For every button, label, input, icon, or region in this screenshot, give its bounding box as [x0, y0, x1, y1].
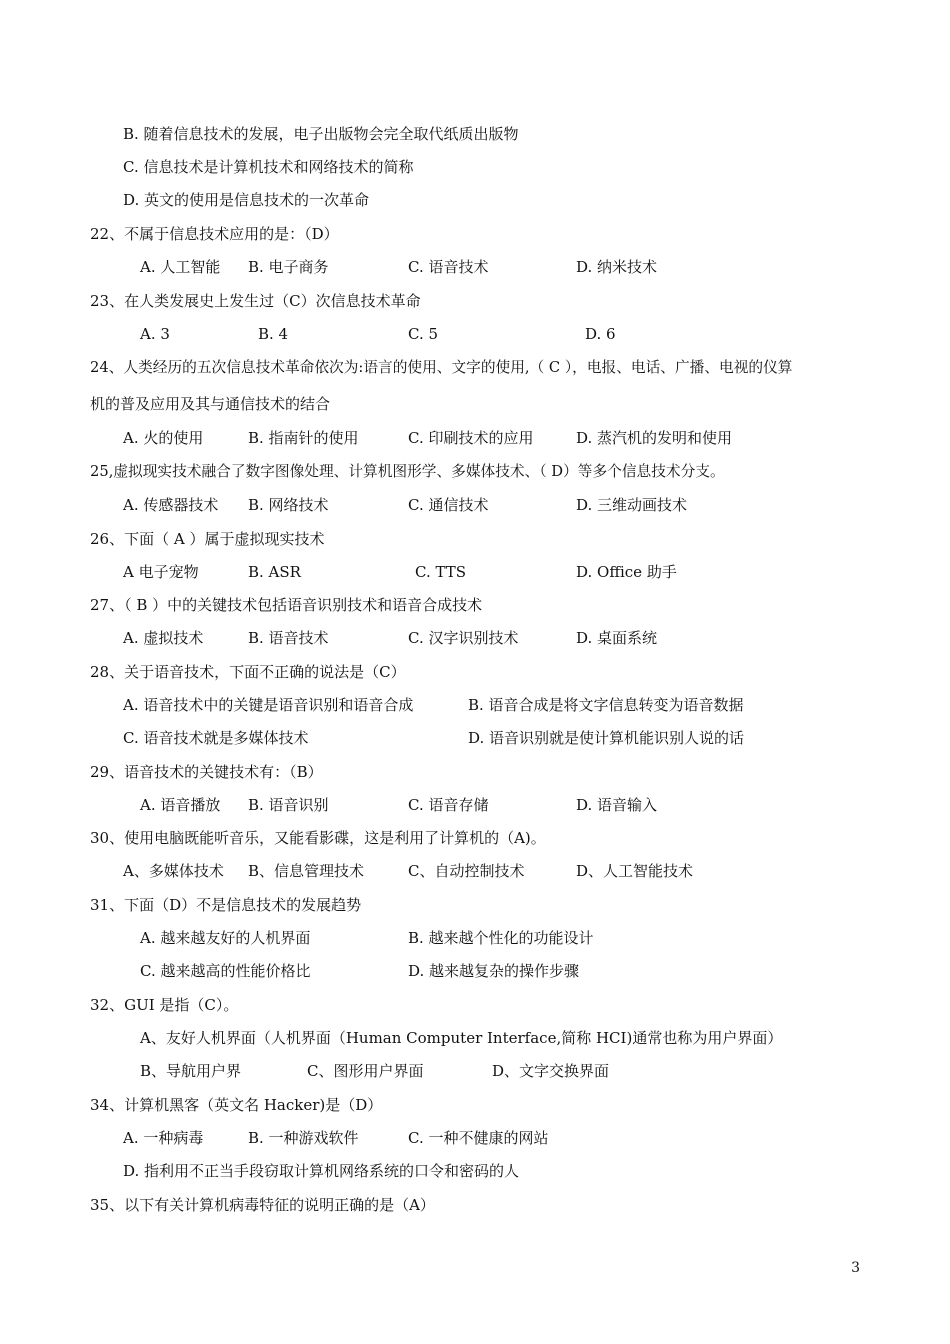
- answer-option: A、多媒体技术: [123, 862, 224, 880]
- answer-option: C、图形用户界面: [307, 1062, 424, 1080]
- line-text: 30、使用电脑既能听音乐，又能看影碟，这是利用了计算机的（A)。: [90, 829, 546, 847]
- answer-option: D、文字交换界面: [492, 1062, 610, 1080]
- line-text: 26、下面（ A ）属于虚拟现实技术: [90, 530, 325, 548]
- line-text: 29、语音技术的关键技术有：（B）: [90, 763, 323, 781]
- answer-option: D. 越来越复杂的操作步骤: [408, 962, 580, 980]
- answer-option: B. 电子商务: [248, 258, 329, 276]
- answer-option: A. 一种病毒: [123, 1129, 204, 1147]
- answer-option: B. 指南针的使用: [248, 429, 359, 447]
- line-text: 34、计算机黑客（英文名 Hacker)是（D）: [90, 1096, 383, 1114]
- answer-option: A. 火的使用: [123, 429, 204, 447]
- answer-option: B. 网络技术: [248, 496, 329, 514]
- answer-option: A. 人工智能: [140, 258, 221, 276]
- answer-option: B、导航用户界: [140, 1062, 242, 1080]
- line-text: 23、在人类发展史上发生过（C）次信息技术革命: [90, 292, 421, 310]
- line-text: 35、以下有关计算机病毒特征的说明正确的是（A）: [90, 1196, 435, 1214]
- answer-option: D. 6: [585, 325, 616, 343]
- answer-option: D. 语音输入: [576, 796, 658, 814]
- answer-option: D. 三维动画技术: [576, 496, 688, 514]
- answer-option: D. 桌面系统: [576, 629, 658, 647]
- answer-option: C. 越来越高的性能价格比: [140, 962, 311, 980]
- answer-option: C. 印刷技术的应用: [408, 429, 534, 447]
- answer-option: D. 语音识别就是使计算机能识别人说的话: [468, 729, 745, 747]
- line-text: 25,虚拟现实技术融合了数字图像处理、计算机图形学、多媒体技术、（ D）等多个信息技术分支。: [90, 463, 725, 480]
- answer-option: D. Office 助手: [576, 563, 677, 581]
- answer-option: B. ASR: [248, 563, 301, 581]
- answer-option: A. 虚拟技术: [123, 629, 204, 647]
- line-text: 24、人类经历的五次信息技术革命依次为:语言的使用、文字的使用,（ C ），电报、电话、广播、电视的仪算: [90, 359, 793, 376]
- answer-option: C. TTS: [415, 563, 467, 581]
- answer-option: B. 一种游戏软件: [248, 1129, 359, 1147]
- line-text: 机的普及应用及其与通信技术的结合: [90, 395, 331, 413]
- answer-option: C. 通信技术: [408, 496, 489, 514]
- answer-option: B、信息管理技术: [248, 862, 365, 880]
- answer-option: D. 蒸汽机的发明和使用: [576, 429, 733, 447]
- answer-option: A. 语音播放: [140, 796, 221, 814]
- answer-option: A. 3: [140, 325, 170, 343]
- line-text: B. 随着信息技术的发展，电子出版物会完全取代纸质出版物: [123, 125, 519, 143]
- answer-option: C. 汉字识别技术: [408, 629, 519, 647]
- page-number: 3: [851, 1260, 860, 1276]
- answer-option: B. 越来越个性化的功能设计: [408, 929, 594, 947]
- line-text: C. 信息技术是计算机技术和网络技术的简称: [123, 158, 414, 176]
- line-text: 31、下面（D）不是信息技术的发展趋势: [90, 896, 362, 914]
- answer-option: C. 语音技术就是多媒体技术: [123, 729, 309, 747]
- answer-option: A. 传感器技术: [123, 496, 219, 514]
- line-text: 27、（ B ）中的关键技术包括语音识别技术和语音合成技术: [90, 596, 483, 614]
- answer-option: B. 语音技术: [248, 629, 329, 647]
- line-text: D. 指利用不正当手段窃取计算机网络系统的口令和密码的人: [123, 1162, 520, 1180]
- answer-option: A. 语音技术中的关键是语音识别和语音合成: [123, 696, 414, 714]
- line-text: A、友好人机界面（人机界面（Human Computer Interface,简称 HCI)通常也称为用户界面）: [140, 1029, 783, 1047]
- answer-option: A 电子宠物: [123, 563, 199, 581]
- answer-option: D、人工智能技术: [576, 862, 694, 880]
- answer-option: C. 一种不健康的网站: [408, 1129, 549, 1147]
- line-text: 32、GUI 是指（C）。: [90, 996, 239, 1014]
- answer-option: B. 4: [258, 325, 289, 343]
- answer-option: B. 语音识别: [248, 796, 329, 814]
- line-text: 28、关于语音技术，下面不正确的说法是（C）: [90, 663, 406, 681]
- answer-option: C. 语音技术: [408, 258, 489, 276]
- answer-option: C. 5: [408, 325, 439, 343]
- line-text: 22、不属于信息技术应用的是：（D）: [90, 225, 339, 243]
- answer-option: B. 语音合成是将文字信息转变为语音数据: [468, 696, 744, 714]
- line-text: D. 英文的使用是信息技术的一次革命: [123, 191, 370, 209]
- answer-option: D. 纳米技术: [576, 258, 658, 276]
- answer-option: C. 语音存储: [408, 796, 489, 814]
- answer-option: C、自动控制技术: [408, 862, 525, 880]
- answer-option: A. 越来越友好的人机界面: [140, 929, 311, 947]
